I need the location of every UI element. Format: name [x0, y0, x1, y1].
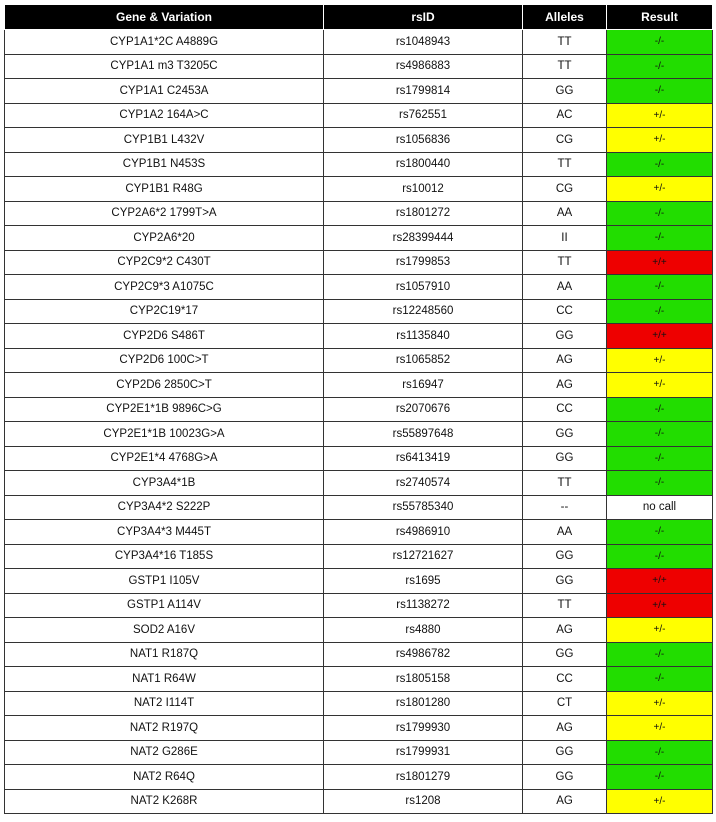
- gene-cell: CYP2C19*17: [5, 299, 324, 324]
- table-row: [5, 593, 713, 618]
- result-cell: +/-: [607, 716, 713, 741]
- result-cell: -/-: [607, 275, 713, 300]
- alleles-cell: CG: [523, 128, 607, 153]
- table-row: [5, 103, 713, 128]
- alleles-cell: AG: [523, 716, 607, 741]
- alleles-cell: CG: [523, 177, 607, 202]
- rsid-cell: rs1065852: [324, 348, 523, 373]
- alleles-cell: AA: [523, 201, 607, 226]
- gene-cell: CYP2A6*2 1799T>A: [5, 201, 324, 226]
- alleles-cell: TT: [523, 152, 607, 177]
- rsid-cell: rs2740574: [324, 471, 523, 496]
- rsid-cell: rs1805158: [324, 667, 523, 692]
- rsid-cell: rs12248560: [324, 299, 523, 324]
- gene-cell: CYP2C9*3 A1075C: [5, 275, 324, 300]
- alleles-cell: GG: [523, 79, 607, 104]
- result-cell: +/-: [607, 177, 713, 202]
- table-row: [5, 373, 713, 398]
- table-row: [5, 30, 713, 55]
- rsid-cell: rs4986910: [324, 520, 523, 545]
- result-cell: -/-: [607, 667, 713, 692]
- alleles-cell: AA: [523, 520, 607, 545]
- rsid-cell: rs1056836: [324, 128, 523, 153]
- table-row: [5, 691, 713, 716]
- rsid-cell: rs1208: [324, 789, 523, 814]
- alleles-cell: TT: [523, 54, 607, 79]
- result-cell: +/-: [607, 103, 713, 128]
- table-row: [5, 397, 713, 422]
- result-cell: +/+: [607, 250, 713, 275]
- alleles-cell: GG: [523, 740, 607, 765]
- gene-cell: NAT1 R187Q: [5, 642, 324, 667]
- alleles-cell: GG: [523, 422, 607, 447]
- rsid-cell: rs1799814: [324, 79, 523, 104]
- result-cell: +/-: [607, 618, 713, 643]
- table-row: [5, 765, 713, 790]
- table-row: [5, 324, 713, 349]
- gene-cell: CYP2D6 100C>T: [5, 348, 324, 373]
- alleles-cell: AG: [523, 348, 607, 373]
- alleles-cell: GG: [523, 544, 607, 569]
- table-row: [5, 422, 713, 447]
- gene-cell: NAT2 R64Q: [5, 765, 324, 790]
- alleles-cell: GG: [523, 324, 607, 349]
- result-cell: -/-: [607, 765, 713, 790]
- result-cell: -/-: [607, 79, 713, 104]
- alleles-cell: GG: [523, 642, 607, 667]
- header-result: Result: [607, 5, 713, 30]
- result-cell: +/-: [607, 128, 713, 153]
- gene-cell: CYP3A4*1B: [5, 471, 324, 496]
- alleles-cell: CT: [523, 691, 607, 716]
- result-cell: -/-: [607, 54, 713, 79]
- gene-cell: GSTP1 A114V: [5, 593, 324, 618]
- alleles-cell: TT: [523, 250, 607, 275]
- result-cell: -/-: [607, 740, 713, 765]
- gene-cell: CYP1B1 R48G: [5, 177, 324, 202]
- gene-cell: GSTP1 I105V: [5, 569, 324, 594]
- table-row: [5, 642, 713, 667]
- gene-cell: CYP2C9*2 C430T: [5, 250, 324, 275]
- result-cell: -/-: [607, 422, 713, 447]
- result-cell: -/-: [607, 544, 713, 569]
- rsid-cell: rs1057910: [324, 275, 523, 300]
- result-cell: -/-: [607, 642, 713, 667]
- table-row: [5, 54, 713, 79]
- alleles-cell: GG: [523, 446, 607, 471]
- rsid-cell: rs6413419: [324, 446, 523, 471]
- gene-cell: CYP2E1*1B 9896C>G: [5, 397, 324, 422]
- rsid-cell: rs1695: [324, 569, 523, 594]
- table-row: [5, 299, 713, 324]
- result-cell: -/-: [607, 30, 713, 55]
- result-cell: -/-: [607, 299, 713, 324]
- rsid-cell: rs55897648: [324, 422, 523, 447]
- gene-cell: CYP3A4*3 M445T: [5, 520, 324, 545]
- result-cell: +/+: [607, 593, 713, 618]
- table-row: [5, 471, 713, 496]
- rsid-cell: rs2070676: [324, 397, 523, 422]
- gene-cell: CYP2A6*20: [5, 226, 324, 251]
- table-row: [5, 201, 713, 226]
- result-cell: no call: [607, 495, 713, 520]
- rsid-cell: rs55785340: [324, 495, 523, 520]
- header-gene: Gene & Variation: [5, 5, 324, 30]
- gene-cell: NAT2 G286E: [5, 740, 324, 765]
- gene-cell: CYP3A4*2 S222P: [5, 495, 324, 520]
- result-cell: -/-: [607, 471, 713, 496]
- rsid-cell: rs1801272: [324, 201, 523, 226]
- gene-cell: CYP1B1 N453S: [5, 152, 324, 177]
- rsid-cell: rs4880: [324, 618, 523, 643]
- result-cell: -/-: [607, 520, 713, 545]
- table-row: [5, 250, 713, 275]
- alleles-cell: CC: [523, 397, 607, 422]
- table-row: [5, 667, 713, 692]
- table-row: [5, 618, 713, 643]
- rsid-cell: rs28399444: [324, 226, 523, 251]
- gene-cell: CYP3A4*16 T185S: [5, 544, 324, 569]
- alleles-cell: GG: [523, 765, 607, 790]
- table-row: [5, 152, 713, 177]
- rsid-cell: rs4986883: [324, 54, 523, 79]
- table-row: [5, 520, 713, 545]
- gene-cell: CYP1A1*2C A4889G: [5, 30, 324, 55]
- alleles-cell: TT: [523, 30, 607, 55]
- table-row: [5, 275, 713, 300]
- table-row: [5, 789, 713, 814]
- result-cell: -/-: [607, 446, 713, 471]
- header-row: [5, 5, 713, 30]
- alleles-cell: AA: [523, 275, 607, 300]
- gene-cell: SOD2 A16V: [5, 618, 324, 643]
- alleles-cell: AC: [523, 103, 607, 128]
- table-row: [5, 348, 713, 373]
- alleles-cell: AG: [523, 789, 607, 814]
- table-row: [5, 79, 713, 104]
- table-row: [5, 544, 713, 569]
- rsid-cell: rs1799930: [324, 716, 523, 741]
- rsid-cell: rs16947: [324, 373, 523, 398]
- result-cell: -/-: [607, 397, 713, 422]
- rsid-cell: rs1801280: [324, 691, 523, 716]
- table-row: [5, 226, 713, 251]
- table-row: [5, 446, 713, 471]
- header-rsid: rsID: [324, 5, 523, 30]
- alleles-cell: II: [523, 226, 607, 251]
- result-cell: +/+: [607, 569, 713, 594]
- alleles-cell: CC: [523, 299, 607, 324]
- alleles-cell: TT: [523, 471, 607, 496]
- rsid-cell: rs1801279: [324, 765, 523, 790]
- table-row: [5, 495, 713, 520]
- result-cell: +/+: [607, 324, 713, 349]
- gene-cell: CYP2E1*4 4768G>A: [5, 446, 324, 471]
- alleles-cell: AG: [523, 373, 607, 398]
- gene-cell: CYP1A1 m3 T3205C: [5, 54, 324, 79]
- gene-cell: CYP1A2 164A>C: [5, 103, 324, 128]
- rsid-cell: rs12721627: [324, 544, 523, 569]
- table-row: [5, 128, 713, 153]
- alleles-cell: --: [523, 495, 607, 520]
- rsid-cell: rs1799853: [324, 250, 523, 275]
- rsid-cell: rs10012: [324, 177, 523, 202]
- rsid-cell: rs1048943: [324, 30, 523, 55]
- gene-cell: CYP2D6 S486T: [5, 324, 324, 349]
- rsid-cell: rs762551: [324, 103, 523, 128]
- table-row: [5, 716, 713, 741]
- genotype-table: [4, 4, 713, 814]
- result-cell: -/-: [607, 201, 713, 226]
- alleles-cell: CC: [523, 667, 607, 692]
- rsid-cell: rs4986782: [324, 642, 523, 667]
- gene-cell: NAT1 R64W: [5, 667, 324, 692]
- result-cell: +/-: [607, 789, 713, 814]
- gene-cell: CYP2D6 2850C>T: [5, 373, 324, 398]
- gene-cell: CYP1B1 L432V: [5, 128, 324, 153]
- result-cell: -/-: [607, 152, 713, 177]
- table-row: [5, 569, 713, 594]
- result-cell: +/-: [607, 348, 713, 373]
- gene-cell: NAT2 K268R: [5, 789, 324, 814]
- result-cell: -/-: [607, 226, 713, 251]
- rsid-cell: rs1138272: [324, 593, 523, 618]
- table-row: [5, 177, 713, 202]
- rsid-cell: rs1799931: [324, 740, 523, 765]
- gene-cell: NAT2 I114T: [5, 691, 324, 716]
- gene-cell: NAT2 R197Q: [5, 716, 324, 741]
- result-cell: +/-: [607, 373, 713, 398]
- result-cell: +/-: [607, 691, 713, 716]
- alleles-cell: AG: [523, 618, 607, 643]
- table-body: [5, 30, 713, 814]
- rsid-cell: rs1135840: [324, 324, 523, 349]
- header-alleles: Alleles: [523, 5, 607, 30]
- table-row: [5, 740, 713, 765]
- alleles-cell: GG: [523, 569, 607, 594]
- gene-cell: CYP2E1*1B 10023G>A: [5, 422, 324, 447]
- gene-cell: CYP1A1 C2453A: [5, 79, 324, 104]
- rsid-cell: rs1800440: [324, 152, 523, 177]
- alleles-cell: TT: [523, 593, 607, 618]
